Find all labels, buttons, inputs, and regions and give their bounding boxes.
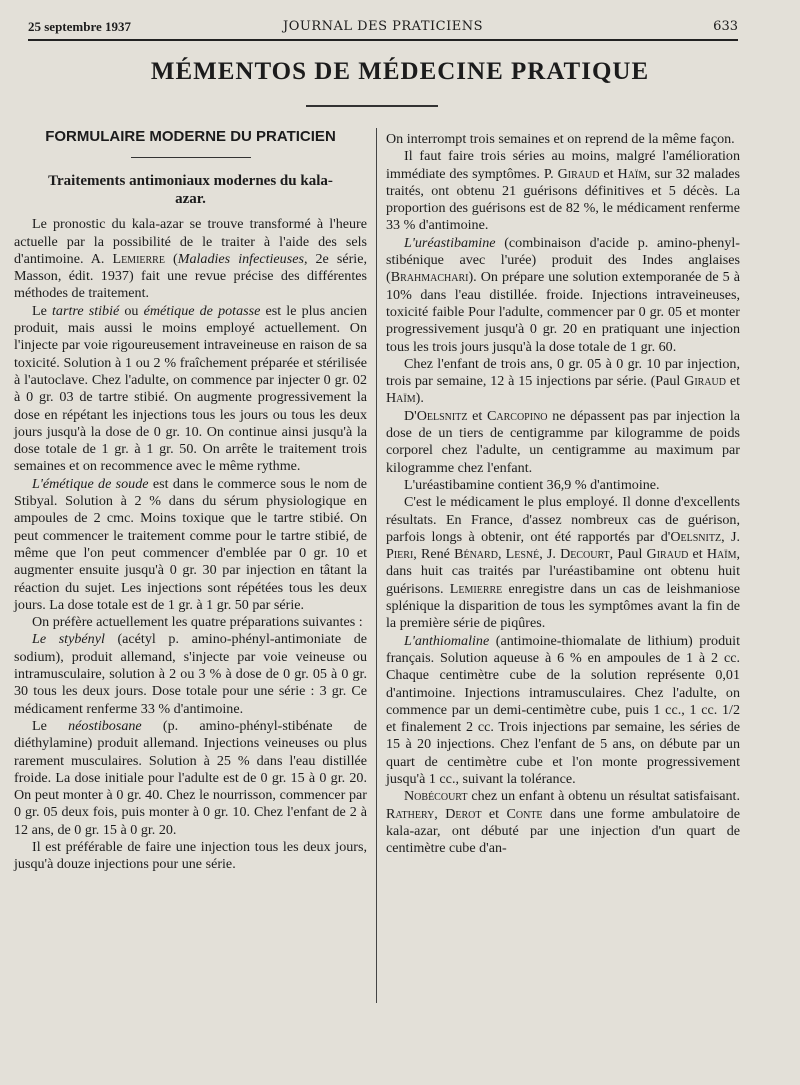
author-name: Giraud	[646, 546, 689, 563]
author-name: Haïm	[617, 165, 648, 182]
author-name: Oelsnitz	[670, 528, 722, 545]
author-name: Giraud	[684, 373, 726, 390]
author-name: Lemierre	[112, 250, 165, 267]
right-column	[386, 131, 740, 857]
author-name: Conte	[506, 805, 543, 822]
paragraph: Il faut faire trois séries au moins, malgré l'amélioration immédiate des symptômes. P. Giraud et Haïm, sur 32 malades traités, ont obtenu 21 guérisons définitives et 5 décès. La proportion des guérisons est de 82 %, le médicament renferme 33 % d'antimoine.	[386, 148, 741, 234]
left-column	[14, 128, 367, 874]
paragraph: L'uréastibamine (combinaison d'acide p. amino-phenyl-stibénique avec l'urée) produit des Indes anglaises (Brahmachari). On prépare une solution extemporanée de 5 à 10% dans l'eau distillée. froide. Injections intraveineuses, toxicité faible Pour l'adulte, commencer par 0 gr. 05 et monter progressivement jusqu'à 0 gr. 20 en pratiquant une injection tous les trois jours jusqu'à la dose totale de 1 gr. 60.	[386, 234, 740, 355]
author-name: Lesné	[505, 546, 540, 563]
paragraph: Chez l'enfant de trois ans, 0 gr. 05 à 0 gr. 10 par injection, trois par semaine, 12 à 15 injections par série. (Paul Giraud et Haïm).	[386, 355, 740, 407]
paragraph: On interrompt trois semaines et on reprend de la même façon.	[386, 131, 735, 147]
author-name: D'Oelsnitz	[404, 407, 468, 424]
header-journal-title: JOURNAL DES PRATICIENS	[283, 19, 483, 34]
drug-name: néostibosane	[68, 717, 142, 734]
author-name: Carcopino	[487, 407, 548, 424]
author-name: Rathery	[386, 805, 435, 822]
drug-name: L'anthiomaline	[404, 632, 490, 649]
paragraph: L'uréastibamine contient 36,9 % d'antimoine.	[404, 476, 660, 493]
drug-name: tartre stibié	[52, 302, 120, 319]
author-name: Pieri	[386, 546, 414, 563]
paragraph: L'anthiomaline (antimoine-thiomalate de lithium) produit français. Solution aqueuse à 6 % en ampoules de 1 à 2 cc. Chaque centimètre cube de la solution représente 0,01 d'antimoine. Injections intramusculaires. Chez l'adulte, on commence par un demi-centimètre cube, puis 1 cc., 1 cc. 1/2 et finalement 2 cc. Trois injections par semaine, les séries de 15 à 20 injections. Chez l'enfant de 5 ans, on débute par un quart de centimètre cube et l'on monte progressivement jusqu'à 1 cc., suivant la tolérance.	[386, 632, 740, 787]
author-name: Lemierre	[449, 580, 503, 597]
paragraph: Le stybényl (acétyl p. amino-phényl-antimoniate de sodium), produit allemand, s'injecte par voie veineuse ou intramusculaire, solution à 2 ou 3 % à dose de 0 gr. 05 à 0 gr. 30 tous les deux jours. Dose totale pour une série : 3 gr. Ce médicament renferme 33 % d'antimoine.	[14, 631, 367, 717]
drug-name: L'émétique de soude	[32, 475, 149, 492]
drug-name: L'uréastibamine	[404, 234, 496, 251]
author-name: Giraud	[557, 165, 600, 182]
paragraph: Le néostibosane (p. amino-phényl-stibénate de diéthylamine) produit allemand. Injections veineuses ou plus rarement musculaires. Solution à 25 % dans l'eau distillée froide. La dose initiale pour l'adulte est de 0 gr. 15 à 0 gr. 20. On peut monter à 0 gr. 40. Chez le nourrisson, commencer par 0 gr. 05 deux fois, puis monter à 0 gr. 10. Chez l'enfant de 2 à 12 ans, de 0 gr. 15 à 0 gr. 20.	[14, 717, 367, 838]
running-header	[28, 17, 738, 41]
author-name: Bénard	[454, 546, 498, 563]
paragraph: C'est le médicament le plus employé. Il donne d'excellents résultats. En France, d'assez nombreux cas de guérison, parfois longs à obtenir, ont été rapportés par d'Oelsnitz, J. Pieri, René Bénard, Lesné, J. Decourt, Paul Giraud et Haïm, dans huit cas traités par l'uréastibamine ont obtenu huit guérisons. Lemierre enregistre dans un cas de leishmaniose splénique la disparition de tous les symptômes avant la fin de la première série de piqûres.	[386, 494, 741, 632]
author-name: Derot	[445, 805, 482, 822]
drug-name: émétique de potasse	[143, 302, 261, 319]
author-name: Brahmachari	[390, 269, 469, 286]
paragraph: Nobécourt chez un enfant à obtenu un résultat satisfaisant. Rathery, Derot et Conte dans une forme ambulatoire de kala-azar, ont débuté par une injection d'un quart de centimètre cube d'an-	[386, 788, 740, 857]
book-title: Maladies infectieuses	[177, 250, 304, 267]
title-divider	[306, 105, 438, 107]
column-divider	[376, 128, 377, 1003]
paragraph: D'Oelsnitz et Carcopino ne dépassent pas par injection la dose de un tiers de centigramme par kilogramme de poids corporel chez l'adulte, un centigramme au maximum par kilogramme chez l'enfant.	[386, 407, 740, 476]
paragraph: L'émétique de soude est dans le commerce sous le nom de Stibyal. Solution à 2 % dans du sérum physiologique en ampoules de 2 cmc. Moins toxique que le tartre stibié. On peut commencer le traitement comme pour le tartre stibié, de même que l'on peut commencer d'emblée par 0 gr. 10 et augmenter ensuite jusqu'à 0 gr. 30 par injection en tâtant la réaction du sujet. Les injections sont répétées tous les deux jours. La dose totale est de 1 gr. à 1 gr. 50 par série.	[14, 475, 368, 613]
article-subtitle: Traitements antimoniaux modernes du kala-azar.	[48, 173, 333, 208]
author-name: Nobécourt	[404, 788, 468, 805]
section-title: FORMULAIRE MODERNE DU PRATICIEN	[45, 128, 336, 145]
paragraph: On préfère actuellement les quatre préparations suivantes :	[32, 614, 363, 631]
author-name: Haïm	[386, 390, 416, 407]
paragraph: Le pronostic du kala-azar se trouve transformé à l'heure actuelle par la possibilité de le traiter à l'aide des sels d'antimoine. A. Lemierre (Maladies infectieuses, 2e série, Masson, édit. 1937) fait une revue précise des différentes méthodes de traitement.	[14, 216, 367, 302]
paragraph: Il est préférable de faire une injection tous les deux jours, jusqu'à douze injections pour une série.	[14, 838, 367, 873]
author-name: Haïm	[706, 546, 737, 563]
section-divider	[131, 157, 251, 158]
author-name: Decourt	[560, 546, 610, 563]
header-page-number: 633	[713, 19, 738, 34]
header-date: 25 septembre 1937	[28, 19, 132, 34]
drug-name: Le stybényl	[32, 631, 105, 648]
page-title: MÉMENTOS DE MÉDECINE PRATIQUE	[150, 58, 650, 85]
paragraph: Le tartre stibié ou émétique de potasse est le plus ancien produit, mais aussi le moins employé actuellement. On l'injecte par voie rigoureusement intraveineuse en raison de sa toxicité. Solution à 1 ou 2 % fraîchement préparée et stérilisée à l'autoclave. Chez l'adulte, on commence par injecter 0 gr. 02 à 0 gr. 03 de tartre stibié. On augmente progressivement la dose en répétant les injections tous les jours ou tous les deux jours jusqu'à la dose de 0 gr. 10. On continue ainsi jusqu'à la dose totale de 1 gr. à 1 gr. 50. On arrête le traitement trois semaines et on recommence avec le même rythme.	[14, 302, 367, 475]
